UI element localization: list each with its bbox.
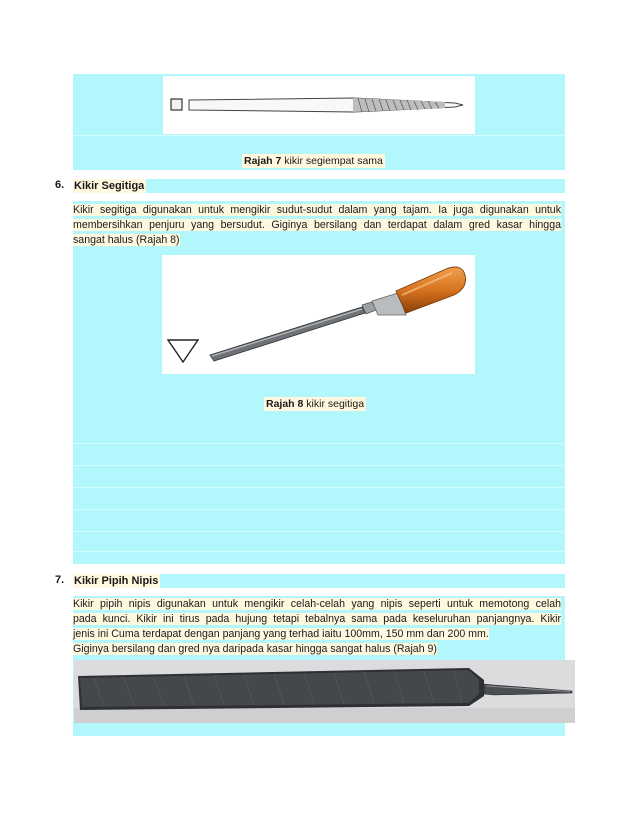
paragraph-line: Kikir segitiga digunakan untuk mengikir sudut-sudut dalam yang tajam. Ia juga digunakan untuk (73, 204, 561, 216)
paragraph-line: pada kunci. Kikir ini tirus pada hujung tetapi tebalnya sama pada keseluruhan panjangnya. Kikir (73, 613, 561, 625)
section6-heading-bar (73, 179, 565, 193)
square-file-illustration (163, 76, 475, 134)
section6-paragraph (73, 203, 561, 248)
thin-flat-file-illustration (74, 660, 575, 723)
section7-title: Kikir Pipih Nipis (74, 575, 159, 587)
figure7-caption-text: kikir segiempat sama (281, 155, 383, 167)
figure8-image (162, 255, 475, 374)
figure8-caption (264, 397, 366, 411)
section6-number: 6. (55, 179, 65, 191)
divider (73, 509, 565, 510)
figure7-caption-label: Rajah 7 (244, 155, 282, 167)
section6-title: Kikir Segitiga (74, 180, 145, 192)
square-cross-section-icon (171, 99, 182, 110)
figure9-image (74, 660, 575, 723)
section7-paragraph (73, 597, 561, 657)
figure8-caption-label: Rajah 8 (266, 398, 304, 410)
divider (73, 531, 565, 532)
paragraph-line: Kikir pipih nipis digunakan untuk mengikir celah-celah yang nipis seperti untuk memotong celah (73, 598, 561, 610)
divider (73, 135, 565, 136)
paragraph-line: sangat halus (Rajah 8) (73, 234, 180, 246)
figure7-image (163, 76, 475, 134)
paragraph-line: membersihkan penjuru yang bersudut. Giginya bersilang dan terdapat dalam gred kasar hingga (73, 219, 561, 231)
divider (73, 551, 565, 552)
divider (73, 487, 565, 488)
paragraph-line: Giginya bersilang dan gred nya daripada kasar hingga sangat halus (Rajah 9) (73, 643, 437, 655)
figure8-caption-text: kikir segitiga (303, 398, 365, 410)
section7-number: 7. (55, 574, 65, 586)
triangle-cross-section-icon (168, 340, 198, 362)
triangle-file-illustration (162, 255, 475, 374)
figure7-caption (242, 154, 385, 168)
divider (73, 465, 565, 466)
paragraph-line: jenis ini Cuma terdapat dengan panjang yang terhad iaitu 100mm, 150 mm dan 200 mm. (73, 628, 489, 640)
divider (73, 443, 565, 444)
